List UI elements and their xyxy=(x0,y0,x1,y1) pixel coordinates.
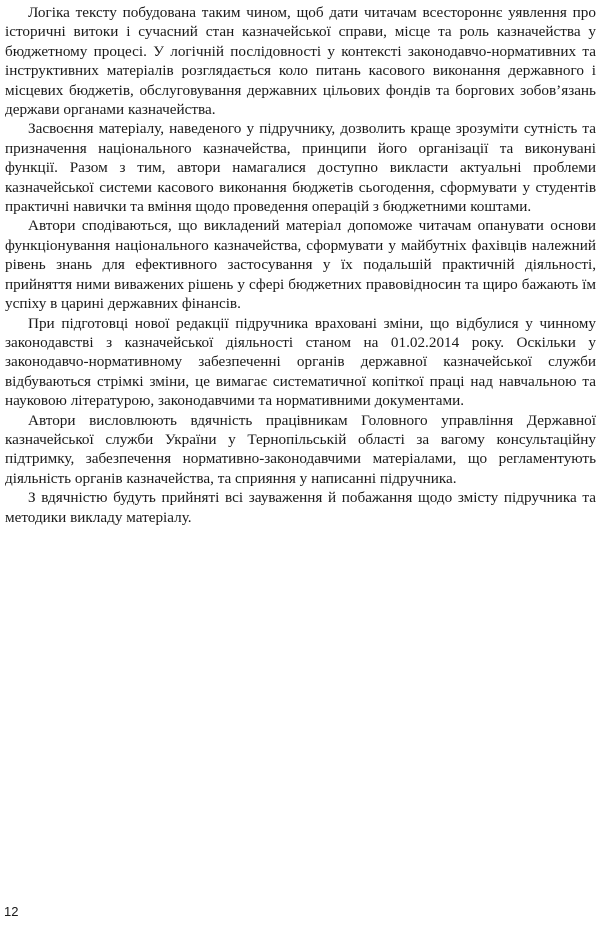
paragraph: Логіка тексту побудована таким чином, щоб дати читачам всестороннє уявлення про історичні витоки і сучасний стан казначейської справи, місце та роль казначейства у бюджетному процесі. У логічній послідовності у контексті законодавчо-нормативних та інструктивних матеріалів розглядається коло питань касового виконання державного і місцевих бюджетів, обслуговування державних цільових фондів та боргових зобов’язань держави органами казначейства. xyxy=(5,4,596,119)
page-number: 12 xyxy=(4,904,19,919)
paragraph: З вдячністю будуть прийняті всі зауваження й побажання щодо змісту підручника та методики викладу матеріалу. xyxy=(5,489,596,526)
paragraph: Автори сподіваються, що викладений матеріал допоможе читачам опанувати основи функціонування національного казначейства, сформувати у майбутніх фахівців належний рівень знань для ефективного застосування у їх подальшій практичній діяльності, прийняття ними виважених рішень у сфері бюджетних правовідносин та щиро бажають їм успіху в царині державних фінансів. xyxy=(5,217,596,313)
paragraph: При підготовці нової редакції підручника враховані зміни, що відбулися у чинному законодавстві з казначейської діяльності станом на 01.02.2014 року. Оскільки у законодавчо-нормативному забезпеченні органів державної казначейської служби відбуваються стрімкі зміни, це вимагає систематичної копіткої праці над навчальною та науковою літературою, законодавчими та нормативними документами. xyxy=(5,314,596,410)
body-text xyxy=(5,3,596,527)
paragraph: Автори висловлюють вдячність працівникам Головного управління Державної казначейської служби України у Тернопільській області за вагому консультаційну підтримку, забезпечення нормативно-законодавчими матеріалами, що регламентують діяльність органів казначейства, та сприяння у написанні підручника. xyxy=(5,411,596,487)
paragraph: Засвоєння матеріалу, наведеного у підручнику, дозволить краще зрозуміти сутність та призначення національного казначейства, принципи його організації та виконувані функції. Разом з тим, автори намагалися доступно викласти актуальні проблеми казначейської системи касового виконання бюджетів сьогодення, сформувати у студентів практичні навички та вміння щодо проведення операцій з бюджетними коштами. xyxy=(5,120,596,216)
